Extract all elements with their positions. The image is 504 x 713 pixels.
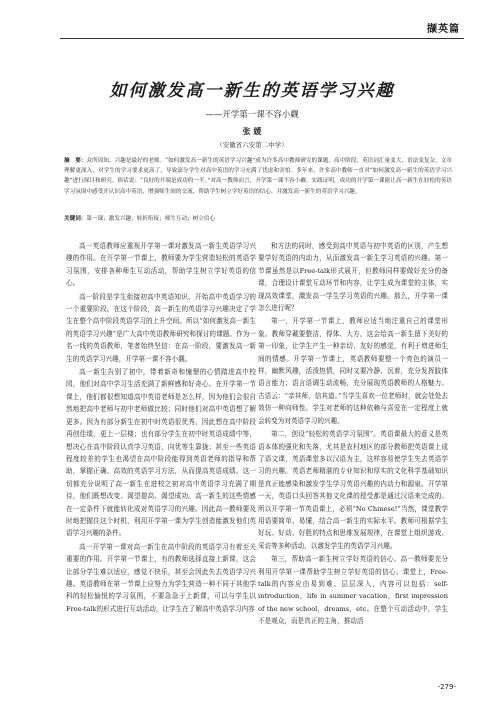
article-title: 如何激发高一新生的英语学习兴趣 — [109, 81, 395, 101]
body-column-right — [258, 240, 448, 629]
abstract — [64, 156, 452, 197]
header-rule — [60, 38, 464, 39]
paragraph: 第三，帮助高一新生树立学好英语的信心。高一教师要充分利用开学第一课帮助学生树立学好英语的信心。课堂上，Free-talk的内容应由易到难、层层深入，内容可以包括：self-introduction，life in summer vacation，first impression of the new school，dreams，etc。在整个互动活动中，学生不是观众，而是真正的主角，推动活 — [258, 555, 448, 626]
article-subtitle: ——开学第一课不容小觑 — [205, 110, 299, 120]
page-number: -279- — [437, 683, 456, 691]
body-column-left — [66, 240, 256, 616]
paragraph: 高一英语教师应重视开学第一课对激发高一新生英语学习兴趣的作用。在开学第一节课上，教师要为学生营造轻松的英语学习氛围，安排各种师生互动活动，帮助学生树立学好英语的信心。 — [66, 242, 256, 288]
paragraph: 高一阶段是学生衔接初高中英语知识、开始高中英语学习的一个重要阶段。在这个阶段，高一新生的英语学习兴趣决定了学生在整个高中阶段英语学习的上升空间。所以“如何激发高一新生的英语学习兴趣”是广大高中英语教师研究和探讨的课题。作为一名一线的英语教师，笔者始终坚信：在高一阶段，要激发高一新生的英语学习兴趣，开学第一课不容小觑。 — [66, 292, 256, 363]
article-author: 张 媛 — [242, 126, 262, 136]
paragraph: 第二，创设“轻松的英语学习氛围”。英语课最大的意义是英语本体的强化和失落，尤其是农村地区的部分教师把英语课上成了语文课，英语课堂多以汉语为主，这样容易使学生失去英语学习的兴趣。英语老师精湛的专业知识和厚实的文化科学基础知识是真正能感染和激发学生学习英语兴趣的内动力和源泉。开学第一天，英语口头回答其他文化课的授受都是通过汉语来完成的。所以开学第一节英语课上，必须“No Chinese!”当然，课堂教学用语要简单、易懂，结合高一新生的实际水平。教师可根据学生好玩、好动、好胜的特点和思维发展规律，在课堂上组织游戏、采访等多种活动，以激发学生的英语学习兴趣。 — [258, 430, 448, 550]
keywords — [64, 214, 452, 224]
abstract-text: 众所周知，兴趣是最好的老师。“如何激发高一新生的英语学习兴趣”成为许多高中教师研究的课题。高中阶段，英语词汇量变大，语法变复杂，文章理解更深入，对学生的学习要求更高了，导致部分学生对高中英语的学习充满了忧虑和害怕。多年来，许多高中教师一直对“如何激发高一新生的英语学习兴趣”进行探讨和研究。俗话说：“良好的开端是成功的一半。”对高一教师而言，开学第一课不容小觑。实践证明，成功的开学第一课能让高一新生在轻松的英语学习氛围中感受开认识高中英语，增强师生间的交流，帮助学生树立学好英语的信心，并激发高一新生的英语学习兴趣。 — [64, 158, 452, 195]
paragraph: 高一开学第一课对高一新生在高中阶段的英语学习有着至关重要的作用。开学第一节课上，有的教师选择直接上新课，这会让部分学生难以适应，感觉不快乐，甚至会因此失去英语学习兴趣。英语教师在第一节课上应努力为学生营造一种不同于其他学科的轻松愉悦的学习氛围，不要急急于上新课，可以与学生以Free-talk的形式进行互动活动，让学生在了解高中英语学习内容 — [66, 542, 256, 613]
paragraph: 第一，开学第一节课上，教师应适当地注重自己的课堂形象。教师穿戴要整洁，得体、大方，这会给高一新生留下美好的第一印象，让学生产生一种亲切、友好的感觉，有利于增进师生间的情感。开学第一节课上，英语教师要整一个亮色的演员一样，幽默风趣，活泼热情，同时又要冷静、沉着，充分发挥肢体语言能力；语言语调生动流畅，充分展现英语教师的人格魅力。古语云：“亲其师，信其道。”当学生喜欢一位老师时，就会处处去效仿一种向师性。学生对老师的这种依赖与喜爱在一定程度上就会转变为对英语学习的兴趣。 — [258, 317, 448, 425]
author-affiliation: （安徽省六安第二中学） — [216, 141, 288, 149]
keywords-text: 第一课；激发兴趣；转折衔接；师生互动；树立信心 — [86, 216, 216, 222]
abstract-label: 摘 要： — [64, 158, 87, 164]
section-tag: 撷英篇 — [427, 24, 460, 35]
paragraph: 高一新生告别了初中，带着新奇和憧憬的心情踏进高中校园，他们对高中学习生活充满了新鲜感和好奇心。在开学第一节课上，他们都很想知道高中英语老师是怎么样，因为他们会很自然地把高中老师与初中老师做比较；同时他们对高中英语想了解更多。因为有部分新生在初中时英语很优秀，因此想在高中阶段再创佳绩，更上一层楼；也有部分学生在初中时英语成绩中等，想决心在高中阶段认真学习英语，向优等生靠拢；甚至一些英语程度较差的学生也渴望在高中阶段能得到英语老师的指导和帮助，掌握正确、高效的英语学习方法，从而提高英语成绩。这一切都充分说明了高一新生在进校之初对高中英语学习充满了期待，他们既想改变、渴望提高、渴望成功。高一新生的这些情感在一定条件下就能转化成对英语学习的兴趣。因此高一教师要及时地把握住这个时机，利用开学第一课为学生创造能激发他们英语学习兴趣的条件。 — [66, 368, 256, 538]
paragraph: 和方法的同时，感受到高中英语与初中英语的区别，产生想要学好英语的内动力，从而激发高一新生学习英语的兴趣。第一节课虽然是以Free-talk形式展开，但教师同样要做好充分的备课，合理设计课堂互动环节和内容，让学生成为课堂的主体，实现高效课堂，激发高一学生学习英语的兴趣。那么，开学第一课怎么进行呢？ — [258, 242, 448, 313]
keywords-label: 关键词： — [64, 216, 87, 222]
